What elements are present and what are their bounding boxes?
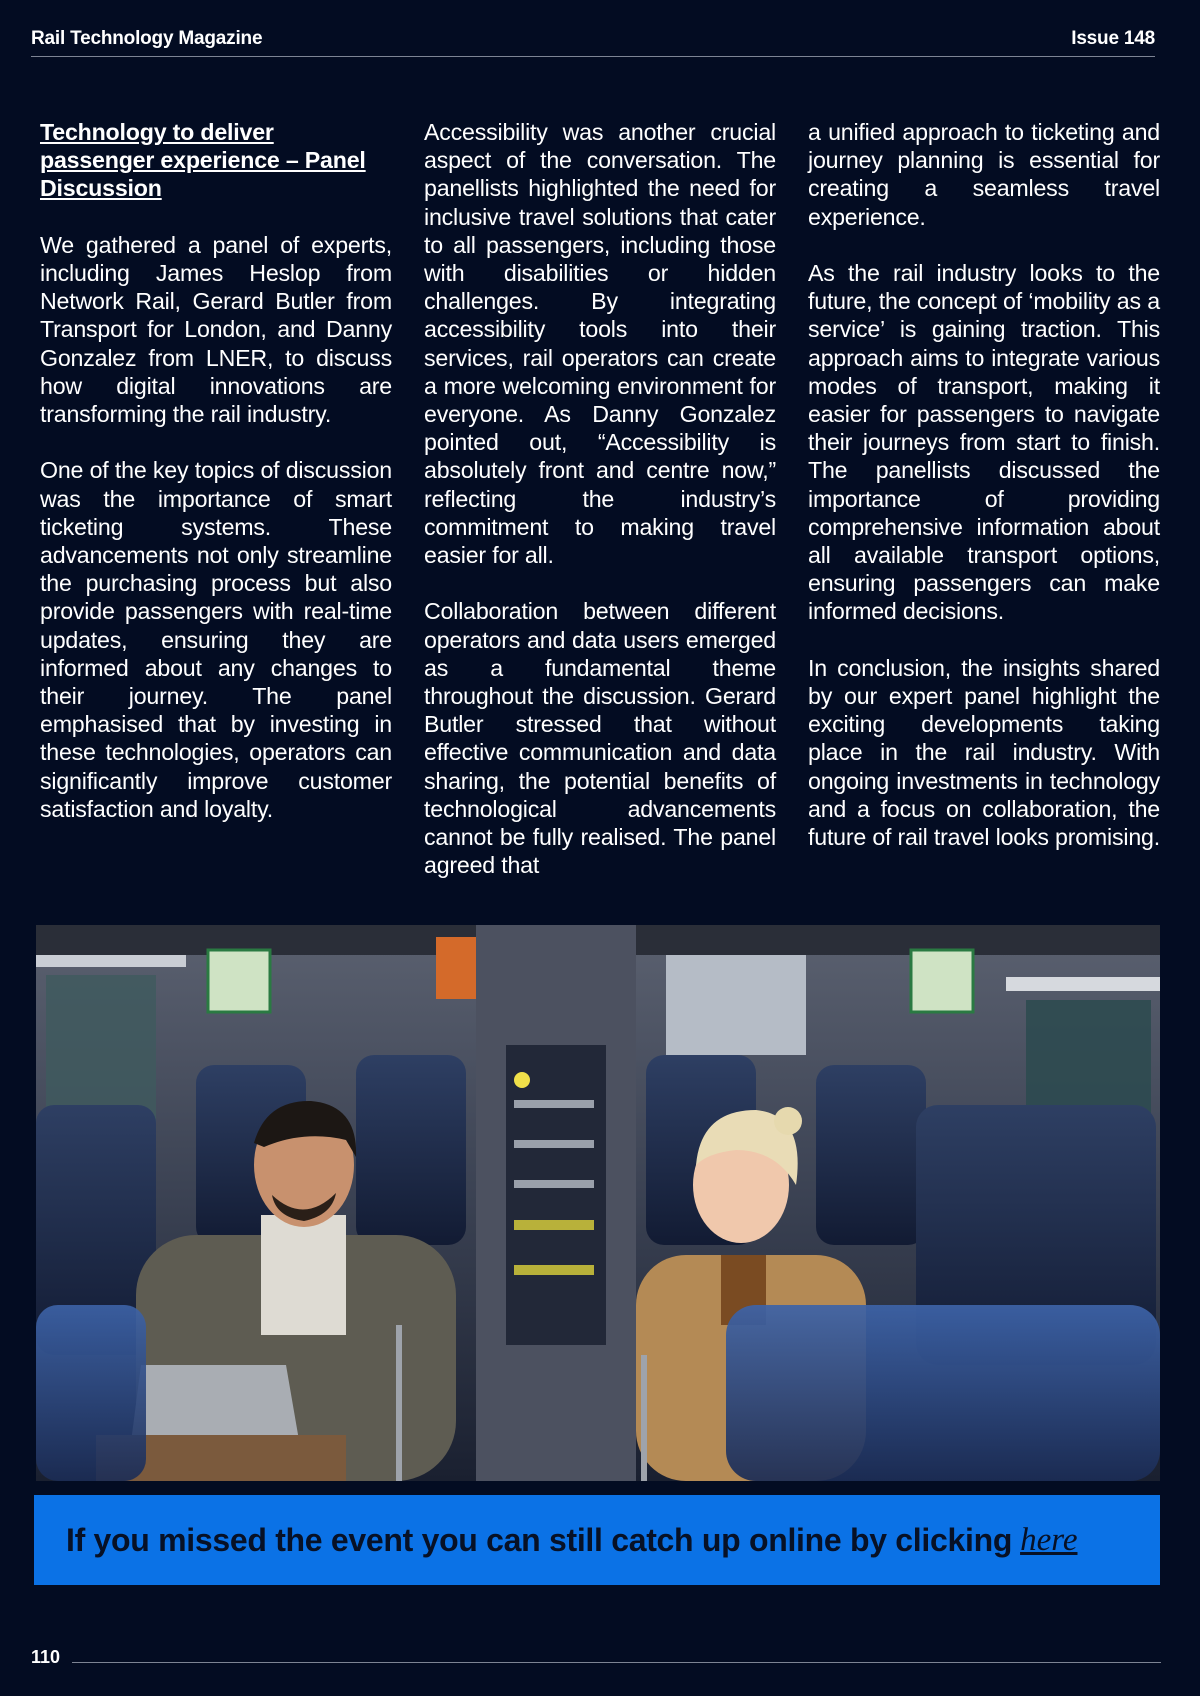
paragraph: In conclusion, the insights shared by our expert panel highlight the exciting developments taking place in the rail industry. With ongoing investments in technology and a focus on collaboration, the future of rail travel looks promising. [808, 654, 1160, 851]
paragraph: a unified approach to ticketing and journey planning is essential for creating a seamless travel experience. [808, 119, 1160, 230]
paragraph: Collaboration between different operators and data users emerged as a fundamental theme throughout the discussion. Gerard Butler stressed that without effective communication and data sharing, the potential benefits of technological advancements cannot be fully realised. The panel agreed that [424, 598, 776, 879]
article-column-2 [424, 118, 776, 908]
page-number: 110 [31, 1647, 61, 1667]
article-heading: Technology to deliver passenger experience – Panel Discussion [40, 119, 366, 202]
magazine-title: Rail Technology Magazine [31, 28, 263, 49]
article-column-3 [808, 118, 1160, 879]
catch-up-text: If you missed the event you can still catch up online by clicking [66, 1521, 1013, 1558]
paragraph: One of the key topics of discussion was the importance of smart ticketing systems. These advancements not only streamline the purchasing process but also provide passengers with real-time updates, ensuring they are informed about any changes to their journey. The panel emphasised that by investing in these technologies, operators can significantly improve customer satisfaction and loyalty. [40, 457, 392, 822]
catch-up-banner [34, 1495, 1160, 1585]
article-column-1 [40, 118, 392, 851]
header-divider [31, 56, 1155, 57]
paragraph: Accessibility was another crucial aspect of the conversation. The panellists highlighted the need for inclusive travel solutions that cater to all passengers, including those with disabilities or hidden challenges. By integrating accessibility tools into their services, rail operators can create a more welcoming environment for everyone. As Danny Gonzalez pointed out, “Accessibility is absolutely front and centre now,” reflecting the industry’s commitment to making travel easier for all. [424, 119, 776, 569]
footer-divider [72, 1662, 1161, 1663]
train-interior-photo [36, 925, 1160, 1481]
paragraph: We gathered a panel of experts, including James Heslop from Network Rail, Gerard Butler from Transport for London, and Danny Gonzalez from LNER, to discuss how digital innovations are transforming the rail industry. [40, 231, 392, 428]
catch-up-link[interactable]: here [1020, 1521, 1078, 1558]
paragraph: As the rail industry looks to the future, the concept of ‘mobility as a service’ is gaining traction. This approach aims to integrate various modes of transport, making it easier for passengers to navigate their journeys from start to finish. The panellists discussed the importance of providing comprehensive information about all available transport options, ensuring passengers can make informed decisions. [808, 260, 1160, 625]
issue-number: Issue 148 [1071, 28, 1155, 49]
